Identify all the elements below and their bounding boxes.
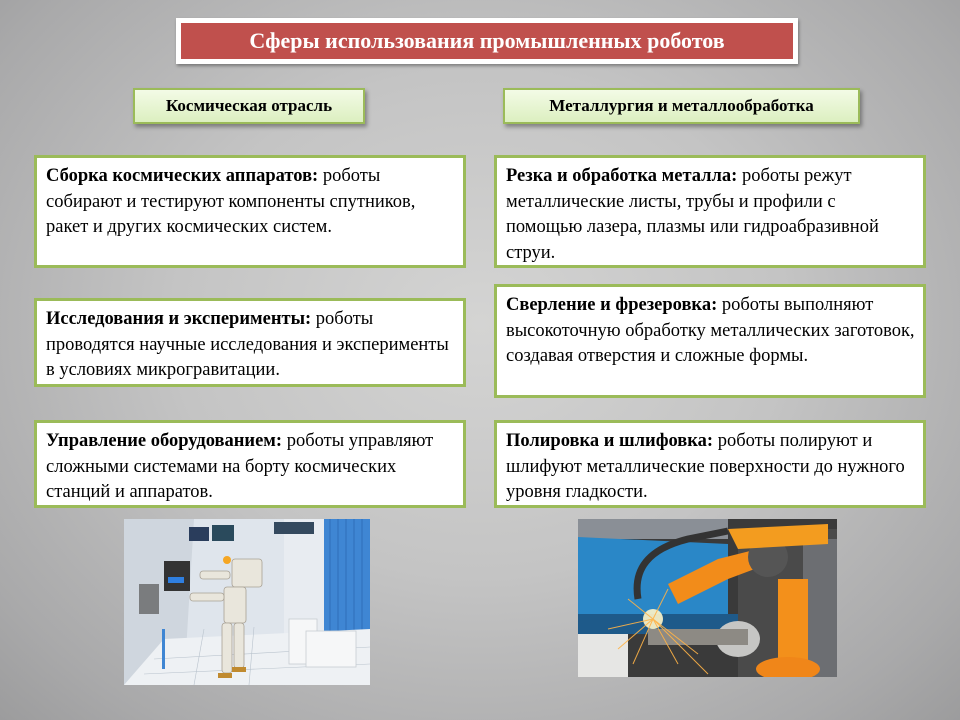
info-card-metal-drilling <box>494 284 926 398</box>
card-term: Исследования и эксперименты: <box>46 309 312 329</box>
info-card-metal-polishing <box>494 420 926 508</box>
card-text: роботы выполняют высокоточную обработку металлических заготовок, создавая отверстия и сложные формы. <box>506 295 915 366</box>
card-term: Полировка и шлифовка: <box>506 431 714 451</box>
card-term: Сборка космических аппаратов: <box>46 166 319 186</box>
category-heading-metallurgy: Металлургия и металлообработка <box>503 88 860 124</box>
info-card-space-assembly <box>34 155 466 268</box>
welding-robot-image <box>578 519 837 677</box>
info-card-space-research <box>34 298 466 387</box>
category-heading-space: Космическая отрасль <box>133 88 365 124</box>
card-term: Резка и обработка металла: <box>506 166 738 186</box>
card-term: Управление оборудованием: <box>46 431 283 451</box>
industrial-welding-robot-illustration <box>578 519 837 677</box>
space-robot-image <box>124 519 370 685</box>
info-card-space-equipment <box>34 420 466 508</box>
title-banner <box>176 18 798 64</box>
card-text: роботы управляют сложными системами на борту космических станций и аппаратов. <box>46 431 434 502</box>
card-text: роботы полируют и шлифуют металлические поверхности до нужного уровня гладкости. <box>506 431 905 502</box>
slide-title: Сферы использования промышленных роботов <box>181 23 793 59</box>
card-text: роботы проводятся научные исследования и эксперименты в условиях микрогравитации. <box>46 309 449 380</box>
card-term: Сверление и фрезеровка: <box>506 295 718 315</box>
humanoid-robot-illustration <box>124 519 370 685</box>
card-text: роботы собирают и тестируют компоненты спутников, ракет и других космических систем. <box>46 166 416 237</box>
card-text: роботы режут металлические листы, трубы и профили с помощью лазера, плазмы или гидроабразивной струи. <box>506 166 879 263</box>
info-card-metal-cutting <box>494 155 926 268</box>
